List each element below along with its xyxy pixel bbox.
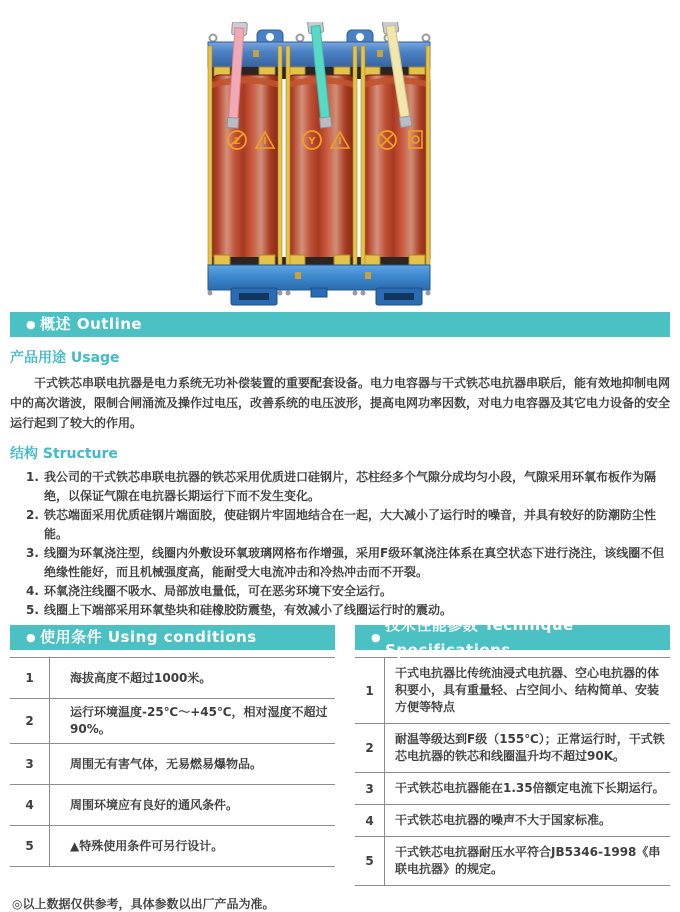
item-number: 5. <box>26 603 39 617</box>
structure-list-item <box>26 506 670 544</box>
table-row <box>10 657 335 698</box>
row-number: 1 <box>10 658 50 698</box>
specifications-header-label: 技术性能参数 Technique Specifications <box>385 615 574 659</box>
row-text: 干式电抗器比传统油浸式电抗器、空心电抗器的体积要小，具有重量轻、占空间小、结构简单、安装方便等特点 <box>395 666 660 714</box>
row-number: 3 <box>10 744 50 784</box>
table-row <box>10 784 335 825</box>
outline-section-bar <box>10 312 670 337</box>
specifications-bar <box>355 615 670 659</box>
using-conditions-header-label: 使用条件 Using conditions <box>40 628 257 646</box>
usage-title: 产品用途 Usage <box>10 350 120 366</box>
item-text: 我公司的干式铁芯串联电抗器的铁芯采用优质进口硅钢片，芯柱经多个气隙分成均匀小段，气隙采用环氧布板作为隔绝，以保证气隙在电抗器长期运行下而不发生变化。 <box>44 470 657 503</box>
table-row <box>355 836 670 885</box>
row-text: 耐温等级达到F级（155℃）；正常运行时，干式铁芯电抗器的铁芯和线圈温升均不超过90K。 <box>395 732 665 763</box>
outline-header-label: 概述 Outline <box>40 315 143 333</box>
row-text: 周围无有害气体，无易燃易爆物品。 <box>70 756 263 771</box>
structure-title: 结构 Structure <box>10 446 118 462</box>
specifications-section <box>355 615 670 886</box>
bullet-icon: ● <box>371 631 382 644</box>
item-number: 3. <box>26 546 39 560</box>
using-conditions-bar <box>10 625 335 650</box>
phase-letter: Y <box>308 136 316 147</box>
structure-list-item <box>26 544 670 582</box>
row-number: 2 <box>10 699 50 743</box>
row-number: 2 <box>355 724 385 772</box>
structure-list <box>10 468 670 620</box>
table-row <box>355 657 670 723</box>
structure-list-item <box>26 468 670 506</box>
row-text: 运行环境温度-25℃～+45℃，相对湿度不超过90%。 <box>70 705 328 736</box>
table-row <box>355 772 670 804</box>
product-photo-section <box>0 0 680 312</box>
row-number: 1 <box>355 658 385 723</box>
table-row <box>355 723 670 772</box>
row-number: 4 <box>355 805 385 836</box>
row-number: 5 <box>10 826 50 866</box>
row-text: 周围环境应有良好的通风条件。 <box>70 797 239 812</box>
table-row <box>10 825 335 866</box>
row-text: 海拔高度不超过1000米。 <box>70 670 212 685</box>
row-text: ▲特殊使用条件可另行设计。 <box>70 838 224 853</box>
row-number: 3 <box>355 773 385 804</box>
item-text: 线圈上下端部采用环氧垫块和硅橡胶防震垫，有效减小了线圈运行时的震动。 <box>44 603 453 617</box>
bullet-icon: ● <box>26 631 37 644</box>
item-number: 1. <box>26 470 39 484</box>
row-text: 干式铁芯电抗器耐压水平符合JB5346-1998《串联电抗器》的规定。 <box>395 845 661 876</box>
row-number: 5 <box>355 837 385 885</box>
item-text: 线圈为环氧浇注型，线圈内外敷设环氧玻璃网格布作增强，采用F级环氧浇注体系在真空状态下进行浇注，该线圈不但绝缘性能好，而且机械强度高，能耐受大电流冲击和冷热冲击而不开裂。 <box>44 546 665 579</box>
item-text: 环氧浇注线圈不吸水、局部放电量低，可在恶劣环境下安全运行。 <box>44 584 393 598</box>
table-row <box>355 804 670 836</box>
using-conditions-table <box>10 657 335 867</box>
phase-letter: Z <box>233 137 241 147</box>
table-row <box>10 743 335 784</box>
row-text: 干式铁芯电抗器能在1.35倍额定电流下长期运行。 <box>395 781 665 795</box>
row-number: 4 <box>10 785 50 825</box>
item-number: 4. <box>26 584 39 598</box>
row-text: 干式铁芯电抗器的噪声不大于国家标准。 <box>395 813 612 827</box>
table-row <box>10 698 335 743</box>
item-text: 铁芯端面采用优质硅钢片端面胶，使硅钢片牢固地结合在一起，大大减小了运行时的噪音，并具有较好的防潮防尘性能。 <box>44 508 657 541</box>
structure-list-item <box>26 582 670 601</box>
specifications-table <box>355 657 670 886</box>
mounting-foot <box>231 288 422 305</box>
using-conditions-section <box>10 625 335 886</box>
bullet-icon: ● <box>26 318 37 331</box>
item-number: 2. <box>26 508 39 522</box>
bottom-frame-beam <box>208 265 430 290</box>
usage-paragraph: 干式铁芯串联电抗器是电力系统无功补偿装置的重要配套设备。电力电容器与干式铁芯电抗器串联后，能有效地抑制电网中的高次谐波，限制合闸涌流及操作过电压，改善系统的电压波形，提高电网功率因数，对电力电容器及其它电力设备的安全运行起到了较大的作用。 <box>10 376 671 430</box>
data-disclaimer-note: ◎以上数据仅供参考，具体参数以出厂产品为准。 <box>12 897 275 911</box>
reactor-product-photo <box>195 22 465 308</box>
